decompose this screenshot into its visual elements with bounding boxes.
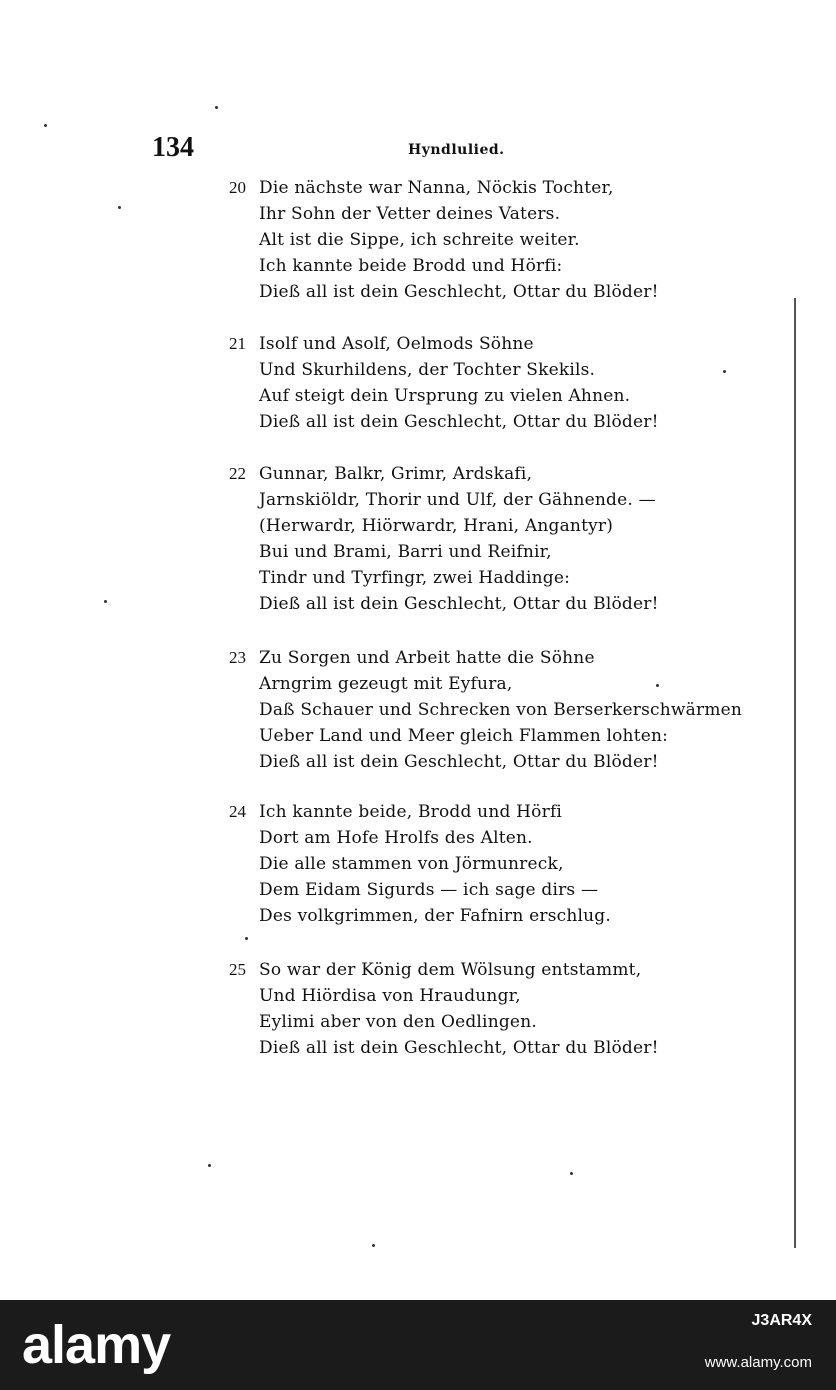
alamy-logo: alamy: [22, 1315, 171, 1375]
scan-speck: [372, 1244, 375, 1247]
verse-line: Dieß all ist dein Geschlecht, Ottar du Blöder!: [259, 412, 659, 432]
stanza-number: 21: [229, 334, 246, 353]
stanza-number: 22: [229, 464, 246, 483]
stanza-number: 23: [229, 648, 246, 667]
scan-speck: [570, 1172, 573, 1175]
scan-speck: [245, 937, 248, 940]
scan-speck: [118, 206, 121, 209]
watermark-banner: [0, 1300, 836, 1390]
verse-line: Dort am Hofe Hrolfs des Alten.: [259, 828, 533, 848]
scan-speck: [215, 106, 218, 109]
verse-line: Ueber Land und Meer gleich Flammen lohten:: [259, 726, 669, 746]
verse-line: So war der König dem Wölsung entstammt,: [259, 960, 642, 980]
scan-speck: [723, 370, 726, 373]
verse-line: Dieß all ist dein Geschlecht, Ottar du Blöder!: [259, 1038, 659, 1058]
scan-speck: [44, 124, 47, 127]
page-edge-rule: [794, 298, 796, 1248]
verse-line: Jarnskiöldr, Thorir und Ulf, der Gähnende. —: [259, 490, 656, 510]
scan-speck: [104, 600, 107, 603]
stanza-number: 24: [229, 802, 246, 821]
verse-line: Ihr Sohn der Vetter deines Vaters.: [259, 204, 561, 224]
verse-line: Isolf und Asolf, Oelmods Söhne: [259, 334, 534, 354]
site-url: www.alamy.com: [704, 1354, 812, 1371]
verse-line: Und Skurhildens, der Tochter Skekils.: [259, 360, 596, 380]
verse-line: Und Hiördisa von Hraudungr,: [259, 986, 521, 1006]
verse-line: Alt ist die Sippe, ich schreite weiter.: [259, 230, 580, 250]
scan-speck: [208, 1164, 211, 1167]
verse-line: Die alle stammen von Jörmunreck,: [259, 854, 564, 874]
verse-line: Bui und Brami, Barri und Reifnir,: [259, 542, 552, 562]
verse-line: Dieß all ist dein Geschlecht, Ottar du Blöder!: [259, 594, 659, 614]
verse-line: Zu Sorgen und Arbeit hatte die Söhne: [259, 648, 595, 668]
verse-line: Ich kannte beide, Brodd und Hörfi: [259, 802, 563, 822]
verse-line: Eylimi aber von den Oedlingen.: [259, 1012, 537, 1032]
verse-line: Dem Eidam Sigurds — ich sage dirs —: [259, 880, 599, 900]
stanza-number: 20: [229, 178, 246, 197]
running-title: Hyndlulied.: [408, 142, 505, 158]
scan-speck: [656, 684, 659, 687]
verse-line: Des volkgrimmen, der Fafnirn erschlug.: [259, 906, 611, 926]
verse-line: (Herwardr, Hiörwardr, Hrani, Angantyr): [259, 516, 614, 536]
page-header: [0, 128, 836, 168]
stanza-number: 25: [229, 960, 246, 979]
verse-line: Die nächste war Nanna, Nöckis Tochter,: [259, 178, 614, 198]
verse-line: Auf steigt dein Ursprung zu vielen Ahnen.: [259, 386, 631, 406]
verse-line: Arngrim gezeugt mit Eyfura,: [259, 674, 513, 694]
image-id: J3AR4X: [751, 1312, 812, 1329]
verse-line: Ich kannte beide Brodd und Hörfi:: [259, 256, 563, 276]
verse-line: Gunnar, Balkr, Grimr, Ardskafi,: [259, 464, 533, 484]
verse-line: Dieß all ist dein Geschlecht, Ottar du Blöder!: [259, 752, 659, 772]
page-number: 134: [152, 132, 194, 163]
verse-line: Daß Schauer und Schrecken von Berserkerschwärmen: [259, 700, 743, 720]
verse-line: Tindr und Tyrfingr, zwei Haddinge:: [259, 568, 571, 588]
verse-line: Dieß all ist dein Geschlecht, Ottar du Blöder!: [259, 282, 659, 302]
